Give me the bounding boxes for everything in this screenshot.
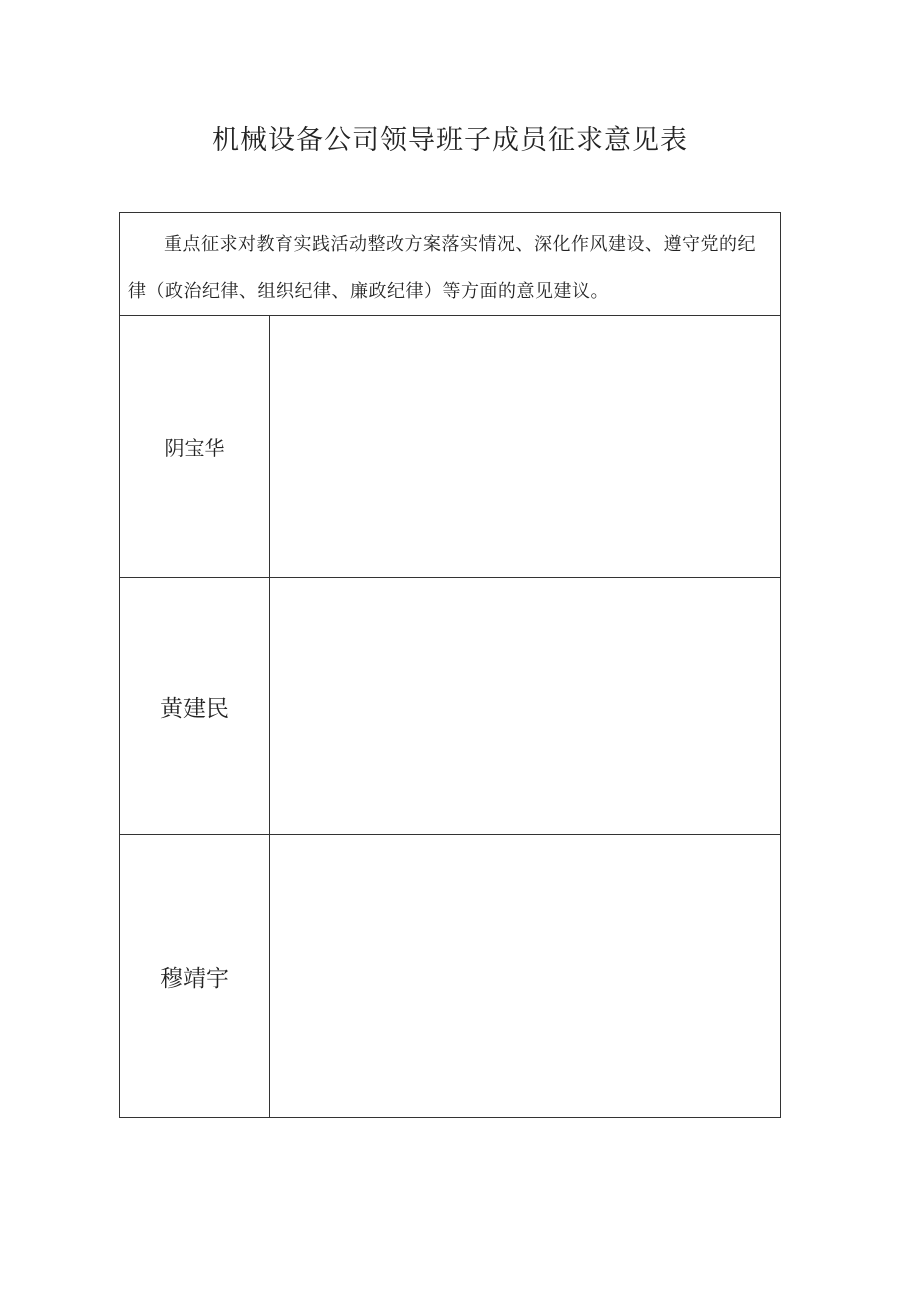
opinion-field[interactable] [270,316,781,578]
member-name: 黄建民 [120,578,270,835]
member-name: 阴宝华 [120,316,270,578]
table-row [120,578,781,835]
opinion-field[interactable] [270,578,781,835]
instruction-cell [120,213,781,316]
instruction-row [120,213,781,316]
instruction-text: 重点征求对教育实践活动整改方案落实情况、深化作风建设、遵守党的纪律（政治纪律、组织纪律、廉政纪律）等方面的意见建议。 [128,234,756,302]
page-title: 机械设备公司领导班子成员征求意见表 [212,125,688,156]
opinion-field[interactable] [270,835,781,1118]
table-row [120,316,781,578]
opinion-form-table [119,212,781,1118]
member-name: 穆靖宇 [120,835,270,1118]
table-row [120,835,781,1118]
